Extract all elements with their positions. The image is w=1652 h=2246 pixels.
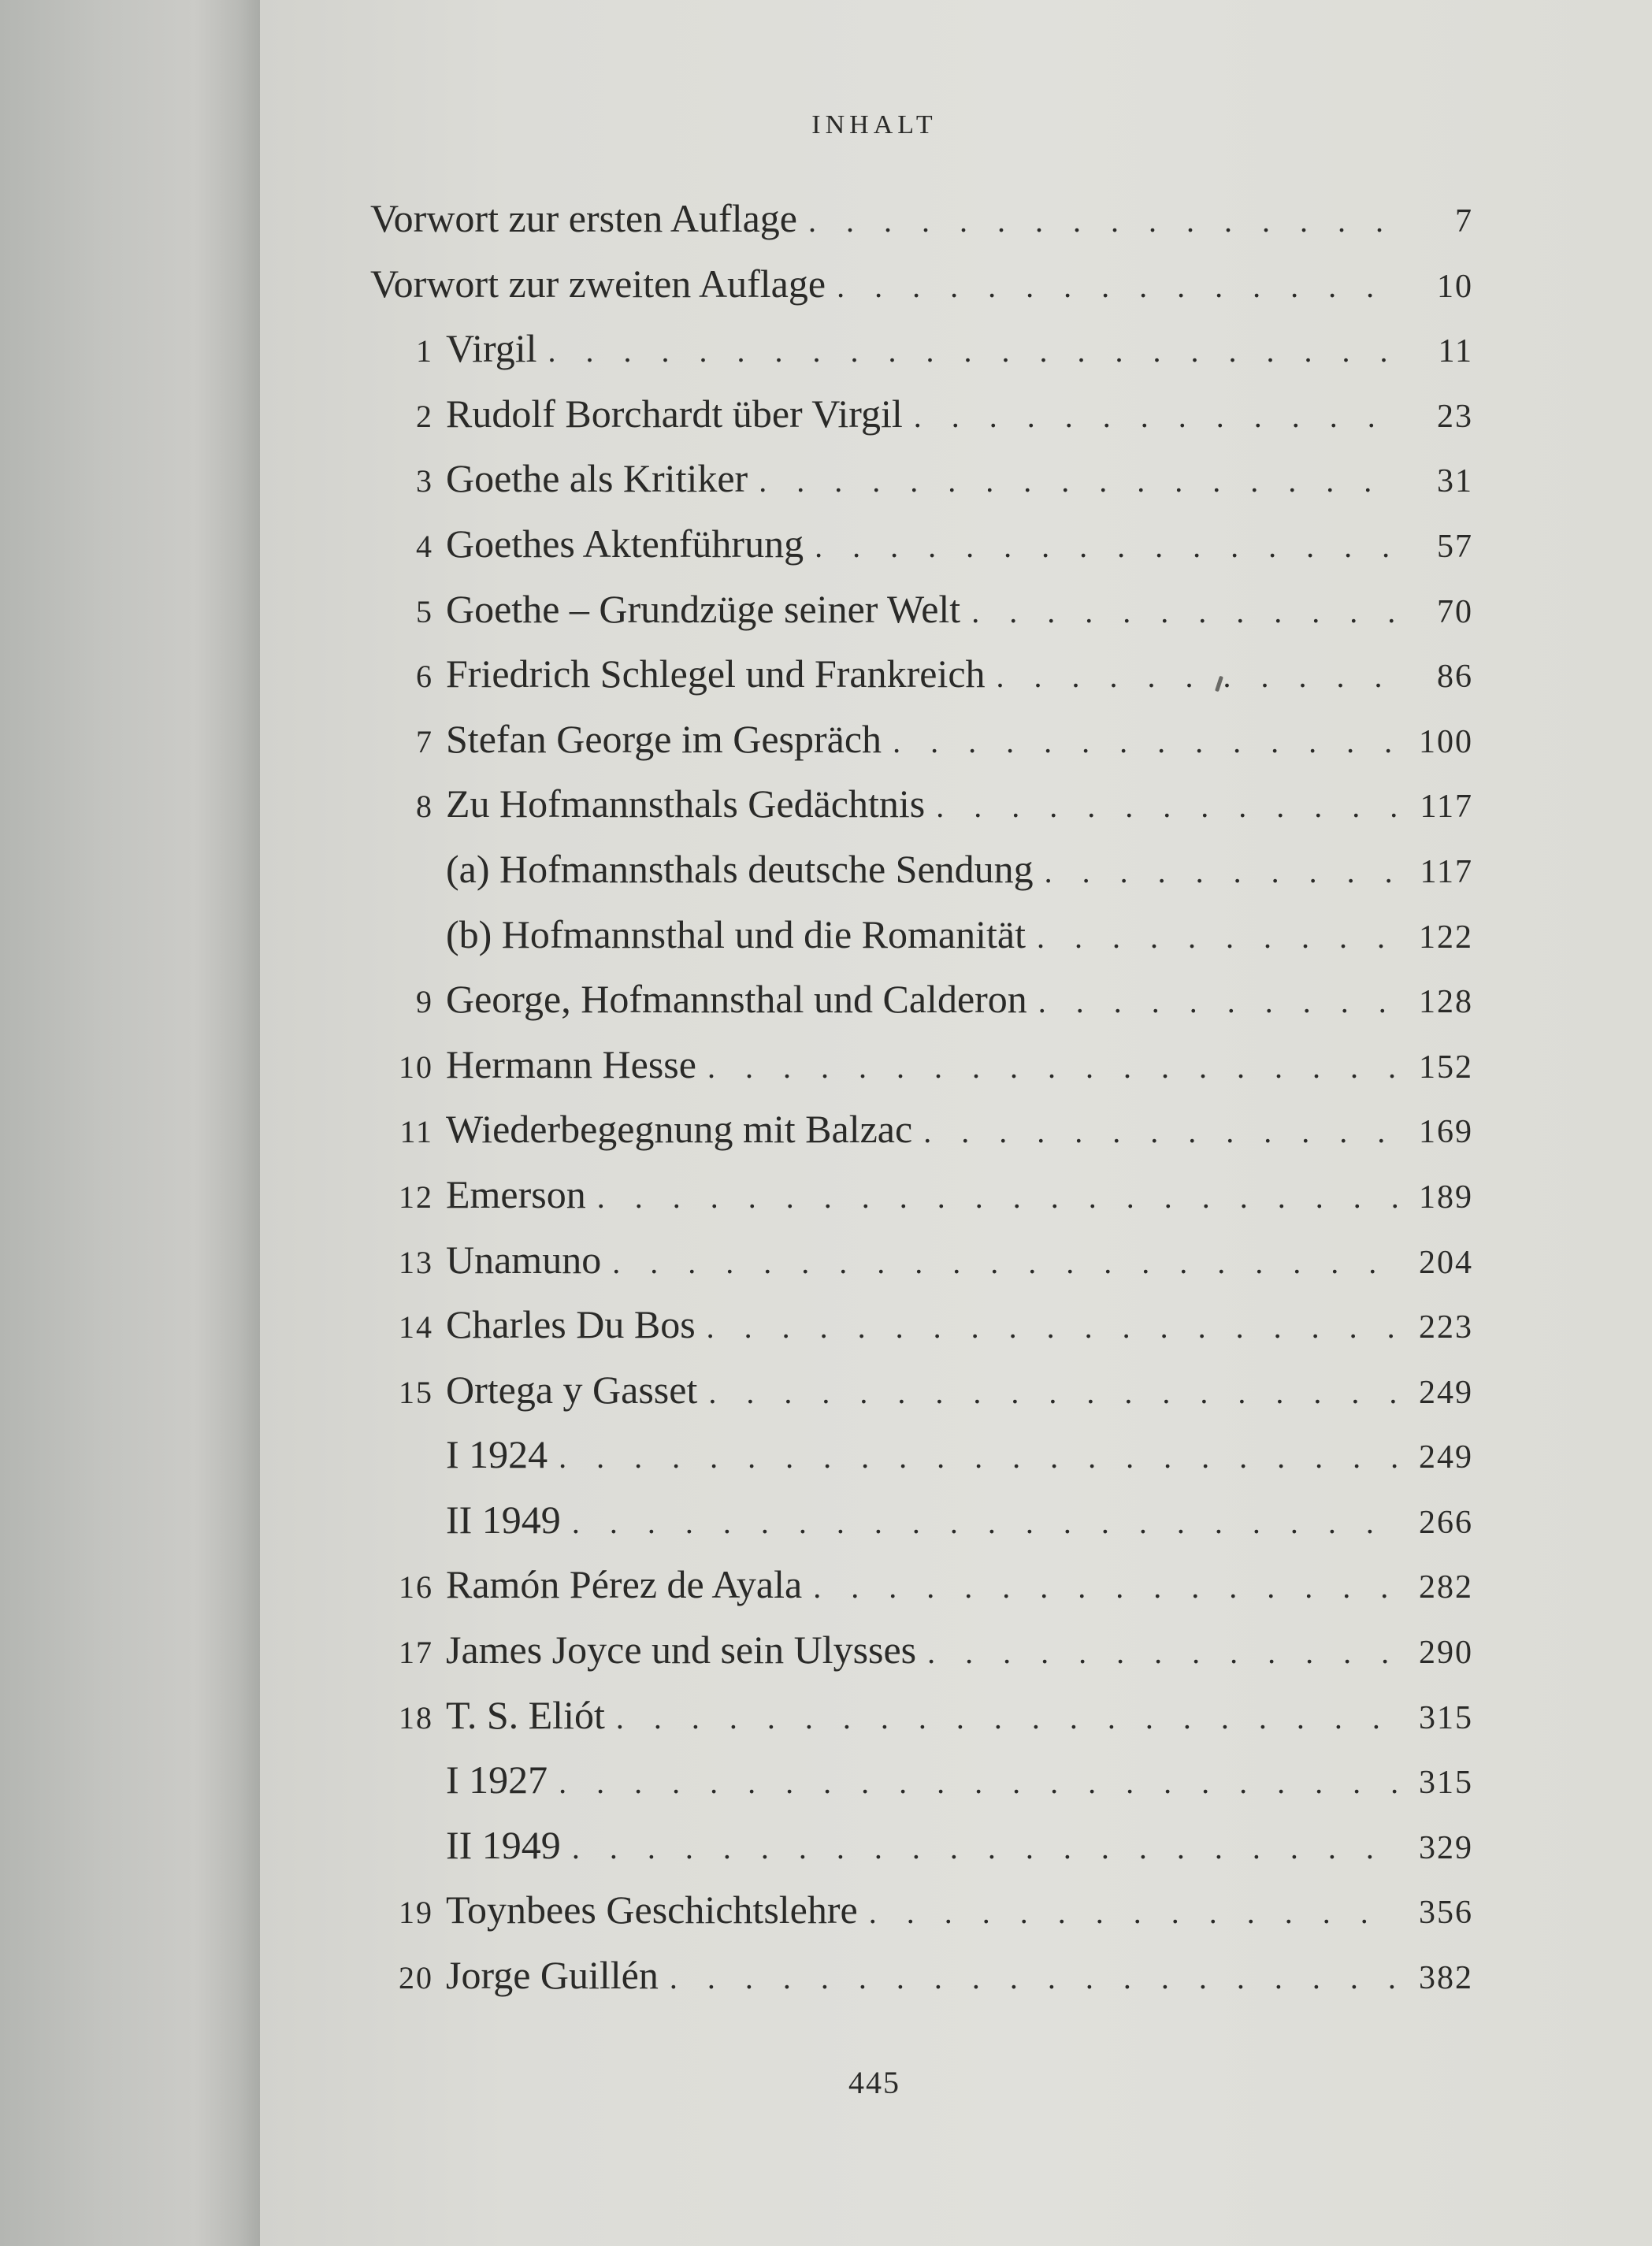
- leader-dots: [708, 1374, 1399, 1411]
- leader-dots: [936, 788, 1399, 825]
- leader-dots: [808, 202, 1399, 239]
- leader-dots: [707, 1049, 1399, 1086]
- toc-entry-page: 356: [1419, 1895, 1473, 1932]
- toc-entry-page: 249: [1419, 1374, 1473, 1411]
- toc-entry-page: 86: [1437, 659, 1473, 696]
- toc-entry-title: II 1949: [446, 1497, 561, 1542]
- toc-entry-number: 17: [399, 1635, 433, 1671]
- page-heading: INHALT: [811, 110, 937, 139]
- toc-subentry: [370, 1431, 1473, 1497]
- toc-entry-title: Virgil: [446, 326, 537, 371]
- toc-entry-number: 19: [399, 1895, 433, 1931]
- toc-entry: [370, 976, 1473, 1041]
- toc-entry-number: 13: [399, 1244, 433, 1280]
- toc-entry: [370, 586, 1473, 652]
- toc-entry-number: 12: [399, 1179, 433, 1215]
- leader-dots: [707, 1309, 1399, 1346]
- toc-entry: [370, 1627, 1473, 1692]
- toc-entry-page: 57: [1437, 528, 1473, 565]
- toc-entry-number: 14: [399, 1309, 433, 1346]
- toc-entry: [370, 1237, 1473, 1302]
- toc-entry-page: 282: [1419, 1569, 1473, 1606]
- toc-entry-page: 204: [1419, 1244, 1473, 1281]
- leader-dots: [971, 593, 1399, 630]
- toc-entry-title: Vorwort zur ersten Auflage: [370, 196, 797, 240]
- leader-dots: [1037, 919, 1399, 956]
- toc-entry-title: Vorwort zur zweiten Auflage: [370, 261, 826, 306]
- toc-entry-number: 20: [399, 1960, 433, 1996]
- toc-entry: [370, 195, 1473, 261]
- toc-entry: [370, 391, 1473, 456]
- toc-entry-title: James Joyce und sein Ulysses: [446, 1628, 917, 1672]
- toc-entry-title: Ortega y Gasset: [446, 1367, 698, 1412]
- toc-entry-number: 7: [416, 723, 433, 759]
- toc-entry-number: 9: [416, 984, 433, 1020]
- toc-entry-title: Jorge Guillén: [446, 1953, 659, 1998]
- toc-subentry: [370, 1757, 1473, 1822]
- toc-entry-page: 249: [1419, 1439, 1473, 1476]
- table-of-contents: [370, 195, 1473, 2018]
- toc-entry-page: 31: [1437, 463, 1473, 500]
- leader-dots: [572, 1829, 1399, 1866]
- toc-entry-title: Toynbees Geschichtslehre: [446, 1888, 858, 1932]
- book-page: [260, 0, 1652, 2246]
- toc-entry: [370, 1952, 1473, 2018]
- leader-dots: [997, 658, 1399, 695]
- toc-entry-title: Goethes Aktenführung: [446, 521, 804, 566]
- toc-entry-title: Unamuno: [446, 1237, 602, 1282]
- toc-subentry: [370, 1497, 1473, 1562]
- leader-dots: [548, 332, 1399, 369]
- toc-entry-number: 16: [399, 1569, 433, 1606]
- toc-entry-page: 189: [1419, 1179, 1473, 1216]
- toc-entry-title: I 1927: [446, 1758, 548, 1802]
- page-number: 445: [848, 2065, 900, 2100]
- toc-entry-page: 329: [1419, 1829, 1473, 1866]
- toc-entry-title: Ramón Pérez de Ayala: [446, 1562, 803, 1607]
- toc-entry-number: 2: [416, 398, 433, 434]
- toc-entry-title: Wiederbegegnung mit Balzac: [446, 1107, 913, 1152]
- leader-dots: [612, 1244, 1399, 1281]
- toc-entry: [370, 325, 1473, 391]
- toc-entry-title: (a) Hofmannsthals deutsche Sendung: [446, 846, 1034, 891]
- toc-entry-number: 8: [416, 789, 433, 825]
- toc-entry-page: 290: [1419, 1635, 1473, 1672]
- leader-dots: [914, 398, 1399, 435]
- toc-entry-page: 128: [1419, 984, 1473, 1021]
- toc-entry: [370, 1171, 1473, 1237]
- leader-dots: [1045, 853, 1399, 890]
- toc-entry-page: 122: [1419, 919, 1473, 956]
- toc-entry-number: 3: [416, 463, 433, 499]
- leader-dots: [1038, 983, 1399, 1020]
- toc-entry-number: 5: [416, 593, 433, 629]
- toc-entry-page: 169: [1419, 1114, 1473, 1151]
- toc-entry-title: Stefan George im Gespräch: [446, 716, 882, 761]
- toc-entry-page: 223: [1419, 1309, 1473, 1346]
- toc-entry-title: Charles Du Bos: [446, 1302, 696, 1347]
- toc-entry-number: 15: [399, 1374, 433, 1410]
- leader-dots: [813, 1568, 1399, 1606]
- toc-entry-title: Zu Hofmannsthals Gedächtnis: [446, 781, 926, 826]
- toc-entry-page: 266: [1419, 1504, 1473, 1541]
- toc-entry: [370, 1106, 1473, 1171]
- toc-entry: [370, 651, 1473, 716]
- leader-dots: [815, 528, 1399, 565]
- toc-subentry: [370, 911, 1473, 977]
- book-gutter: [0, 0, 260, 2246]
- toc-entry: [370, 1301, 1473, 1367]
- toc-entry-number: 1: [416, 333, 433, 369]
- toc-entry-number: 10: [399, 1049, 433, 1085]
- toc-entry-number: 4: [416, 528, 433, 564]
- toc-entry: [370, 455, 1473, 521]
- toc-entry: [370, 781, 1473, 846]
- toc-entry-title: George, Hofmannsthal und Calderon: [446, 977, 1027, 1022]
- toc-entry-title: T. S. Eliót: [446, 1692, 605, 1737]
- leader-dots: [559, 1764, 1399, 1801]
- leader-dots: [559, 1439, 1399, 1476]
- toc-entry-page: 23: [1437, 398, 1473, 435]
- toc-entry: [370, 521, 1473, 586]
- toc-entry: [370, 261, 1473, 326]
- toc-entry-page: 100: [1419, 723, 1473, 760]
- toc-entry: [370, 1367, 1473, 1432]
- toc-entry-number: 6: [416, 659, 433, 695]
- toc-entry-page: 315: [1419, 1765, 1473, 1802]
- toc-entry-title: Goethe als Kritiker: [446, 456, 748, 501]
- toc-entry-title: Rudolf Borchardt über Virgil: [446, 391, 903, 436]
- leader-dots: [759, 462, 1399, 499]
- toc-entry-page: 382: [1419, 1960, 1473, 1997]
- toc-entry-page: 315: [1419, 1699, 1473, 1736]
- toc-entry-page: 152: [1419, 1049, 1473, 1086]
- toc-subentry: [370, 1822, 1473, 1888]
- toc-entry-title: Goethe – Grundzüge seiner Welt: [446, 586, 961, 631]
- toc-subentry: [370, 846, 1473, 911]
- toc-entry-page: 11: [1438, 333, 1473, 370]
- toc-entry-number: 11: [399, 1114, 433, 1150]
- toc-entry-page: 10: [1437, 268, 1473, 305]
- toc-entry: [370, 1887, 1473, 1952]
- leader-dots: [616, 1699, 1399, 1736]
- toc-entry-page: 7: [1455, 203, 1473, 239]
- toc-entry-page: 117: [1420, 789, 1473, 826]
- toc-entry-page: 70: [1437, 593, 1473, 630]
- toc-entry-title: Friedrich Schlegel und Frankreich: [446, 652, 986, 696]
- toc-entry: [370, 1561, 1473, 1627]
- toc-entry-title: II 1949: [446, 1822, 561, 1867]
- leader-dots: [670, 1959, 1399, 1996]
- toc-entry-number: 18: [399, 1699, 433, 1736]
- leader-dots: [869, 1894, 1399, 1931]
- leader-dots: [837, 268, 1399, 305]
- toc-entry: [370, 1692, 1473, 1758]
- toc-entry-title: Emerson: [446, 1171, 586, 1216]
- leader-dots: [923, 1113, 1399, 1150]
- toc-entry-page: 117: [1420, 853, 1473, 890]
- toc-entry: [370, 1041, 1473, 1107]
- leader-dots: [927, 1634, 1399, 1671]
- toc-entry-title: (b) Hofmannsthal und die Romanität: [446, 911, 1026, 956]
- toc-entry: [370, 716, 1473, 781]
- toc-entry-title: Hermann Hesse: [446, 1041, 696, 1086]
- toc-entry-title: I 1924: [446, 1432, 548, 1477]
- leader-dots: [597, 1179, 1399, 1216]
- leader-dots: [572, 1504, 1399, 1541]
- leader-dots: [893, 723, 1399, 760]
